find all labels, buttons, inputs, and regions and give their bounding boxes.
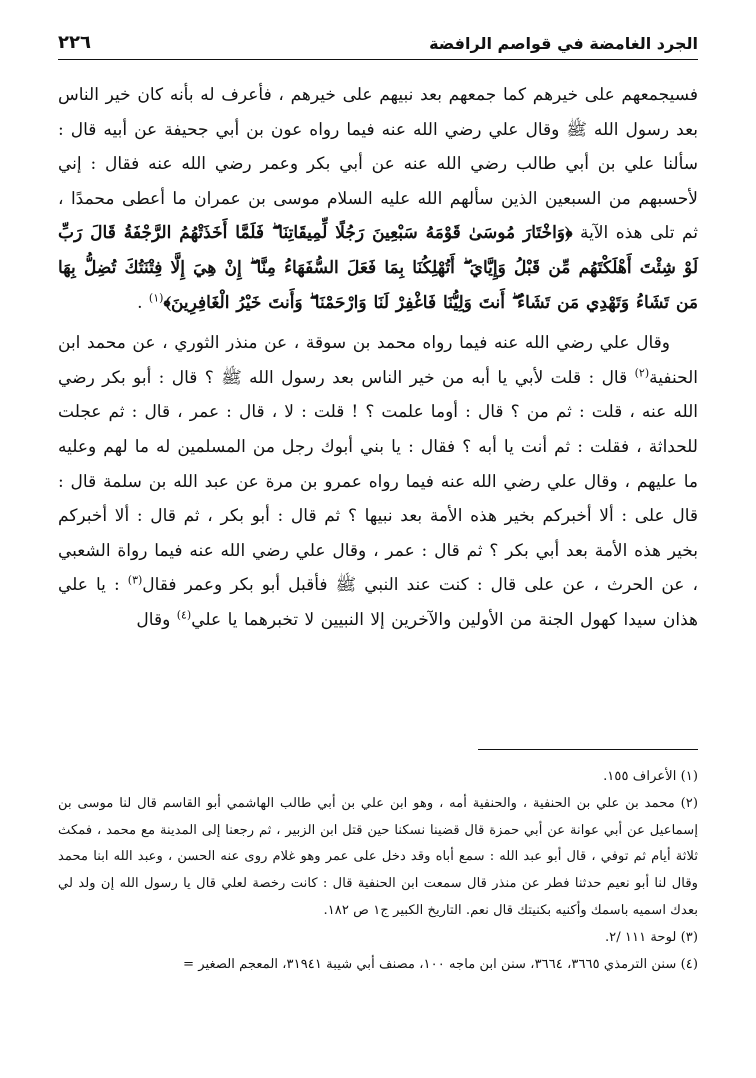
paragraph-1-text: فسيجمعهم على خيرهم كما جمعهم بعد نبيهم على خيرهم ، فأعرف له بأنه كان خير الناس بعد رسول الله ﷺ وقال علي رضي الله عنه فيما رواه عون بن أبي جحيفة عن أبيه قال : سألنا علي بن أبي طالب رضي الله عنه عن أبي بكر وعمر رضي الله عنه فقال : إني لأحسبهم من السبعين الذين سألهم الله عليه السلام موسى بن عمران ما أعطى محمدًا ، ثم تلى هذه الآية	[58, 85, 698, 244]
footnote-separator	[478, 749, 698, 750]
footnote-ref-2[interactable]: (٢)	[634, 366, 650, 380]
paragraph-1-end: .	[137, 292, 149, 313]
footnote-3: (٣) لوحة ١١١ /٢.	[604, 929, 698, 945]
page-header	[58, 26, 698, 60]
footnotes	[58, 764, 698, 978]
page-number: ٢٢٦	[58, 32, 91, 53]
footnote-ref-3[interactable]: (٣)	[127, 573, 143, 587]
footnote-4: (٤) سنن الترمذي ٣٦٦٥، ٣٦٦٤، سنن ابن ماجه ١٠٠، مصنف أبي شيبة ٣١٩٤١، المعجم الصغير =	[182, 956, 698, 972]
paragraph-2-text-b: قال : قلت لأبي يا أبه من خير الناس بعد رسول الله ﷺ ؟ قال : أبو بكر رضي الله عنه ، قلت : ثم من ؟ قال : أوما علمت ؟ ! قلت : لا ، قال : عمر ، قال : ثم عجلت للحداثة ، فقلت : ثم أنت يا أبه ؟ فقال : يا بني أبوك رجل من المسلمين له ما لهم وعليه ما عليهم ، وقال علي رضي الله عنه فيما رواه عمرو بن مرة عن عبد الله بن سلمة قال : قال على : ألا أخبركم بخير هذه الأمة بعد نبيها ؟ ثم قال : أبو بكر ، ثم قال : ألا أخبركم بخير هذه الأمة بعد أبي بكر ؟ ثم قال : عمر ، وقال علي رضي الله عنه فيما رواة الشعبي ، عن الحرث ، عن على قال : كنت عند النبي ﷺ فأقبل أبو بكر وعمر فقال	[58, 367, 698, 596]
paragraph-2-text-a: وقال علي رضي الله عنه فيما رواه محمد بن سوقة ، عن منذر الثوري ، عن محمد ابن الحنفية	[58, 333, 698, 388]
running-title: الجرد الغامضة في قواصم الرافضة	[429, 34, 698, 53]
paragraph-2-text-c: : يا علي هذان سيدا كهول الجنة من الأولين والآخرين إلا النبيين لا تخبرهما يا علي	[58, 575, 698, 630]
quran-verse: ﴿وَاخْتَارَ مُوسَىٰ قَوْمَهُ سَبْعِينَ رَجُلًا لِّمِيقَاتِنَا ۖ فَلَمَّا أَخَذَتْهُمُ الرَّجْفَةُ قَالَ رَبِّ لَوْ شِئْتَ أَهْلَكْتَهُم مِّن قَبْلُ وَإِيَّايَ ۖ أَتُهْلِكُنَا بِمَا فَعَلَ السُّفَهَاءُ مِنَّا ۖ إِنْ هِيَ إِلَّا فِتْنَتُكَ تُضِلُّ بِهَا مَن تَشَاءُ وَتَهْدِي مَن تَشَاءُ ۖ أَنتَ وَلِيُّنَا فَاغْفِرْ لَنَا وَارْحَمْنَا ۖ وَأَنتَ خَيْرُ الْغَافِرِينَ﴾	[58, 223, 698, 313]
footnote-ref-1[interactable]: (١)	[148, 290, 164, 304]
paragraph-1	[58, 78, 698, 320]
main-text	[58, 78, 698, 638]
footnote-ref-4[interactable]: (٤)	[176, 608, 192, 622]
footnote-2: (٢) محمد بن علي بن الحنفية ، والحنفية أمه ، وهو ابن علي بن أبي طالب الهاشمي أبو القاسم قال لنا موسى بن إسماعيل عن أبي عوانة عن أبي حمزة قال قضينا نسكنا حين قتل ابن الزبير ، ثم رجعنا إلى المدينة مع محمد ، فمكث ثلاثة أيام ثم توفي ، قال أبو عبد الله : سمع أباه وقد دخل على عمر وهو غلام روى عنه الحسن ، وعبد الله ابنا محمد وقال لنا أبو نعيم حدثنا فطر عن منذر قال سمعت ابن الحنفية قال : كانت رخصة لعلي قال يا رسول الله إن ولد لي بعدك اسميه باسمك وأكنيه بكنيتك قال نعم. التاريخ الكبير ج١ ص ١٨٢.	[58, 795, 699, 918]
paragraph-2	[58, 326, 698, 637]
paragraph-2-text-d: وقال	[136, 609, 177, 630]
footnote-1: (١) الأعراف ١٥٥.	[603, 769, 698, 784]
